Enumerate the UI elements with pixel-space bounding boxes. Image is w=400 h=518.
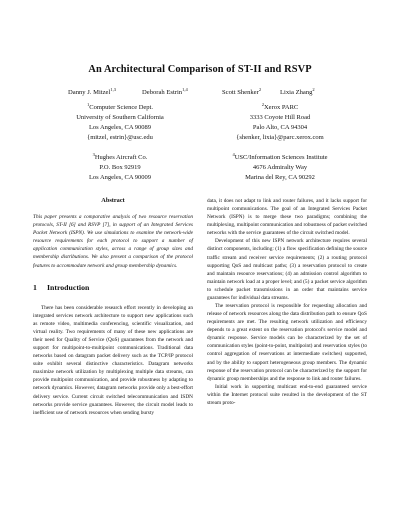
abstract-heading: Abstract — [101, 197, 125, 204]
section-heading: 1 Introduction — [33, 282, 90, 292]
affiliation-usc: $^1$Computer Science Dept. University of Southern California Los Angeles, CA 90089 {mitzel, estrin}@usc.edu — [76, 102, 164, 141]
author-name: Danny J. Mitzel$^{1,3}$ — [68, 87, 116, 97]
affiliation-hughes: $^3$Hughes Aircraft Co. P.O. Box 92919 Los Angeles, CA 90009 — [88, 152, 152, 181]
paper-title: An Architectural Comparison of ST-II and RSVP — [88, 64, 312, 75]
body-paragraph: Development of this new ISPN network architecture requires several distinct components, including: (1) a flow specification defining the source traffic stream and receiver service requirements; (2) a routing protocol supporting QoS and multicast paths; (3) a reservation protocol to create and maintain resource reservations; (4) an admission control algorithm to maintain network load at a proper level; and (5) a packet service algorithm to schedule packet transmissions in an order that maintains service guarantees for individual data streams. — [207, 238, 367, 301]
author-name: Scott Shenker$^2$ — [222, 87, 262, 97]
author-name: Lixia Zhang$^2$ — [280, 87, 315, 97]
affiliation-isi: $^4$USC/Information Sciences Institute 4676 Admiralty Way Marina del Rey, CA 90292 — [232, 152, 328, 181]
left-column — [33, 197, 193, 417]
abstract-text: This paper presents a comparative analysis of two resource reservation protocols, ST-II [6] and RSVP [7], in support of an Integrated Services Packet Network (ISPN). We use simulations to examine the network-wide resource requirements for each protocol to support a number of application communication styles, across a range of group sizes and membership distributions. We also present a comparison of the protocol features to accommodate network and group membership dynamics. — [33, 214, 193, 269]
body-paragraph: The reservation protocol is responsible for requesting allocation and release of network resources along the data distribution path to ensure QoS requirements are met. The resulting network utilization and efficiency depends to a great extent on the reservation protocol's service model and dynamic response. Service models can be characterized by the set of communication styles (point-to-point, multipoint) and reservation styles (to control aggregation of reservations at intermediate switches) supported, and by the ability to support heterogeneous group members. The dynamic response of the reservation protocol can be characterized by the support for dynamic group memberships and the response to link and router failures. — [207, 303, 367, 382]
body-paragraph: data, it does not adapt to link and router failures, and it lacks support for multipoint communications. The goal of an Integrated Services Packet Network (ISPN) is to merge these two paradigms; combining the multiplexing, multipoint communication and robustness of packet switched networks with the service guarantees of the circuit switched model. — [207, 198, 367, 237]
right-column — [207, 197, 367, 407]
intro-paragraph: There has been considerable research effort recently in developing an integrated services network architecture to support new applications such as remote video, multimedia conferencing, scientific visualization, and virtual reality. Two requirements of many of these new applications are their need for Quality of Service (QoS) guarantees from the network and support for multipoint-to-multipoint communications. Traditional data networks based on datagram packet delivery such as the TCP/IP protocol suite exhibit several distinctive characteristics. Datagram networks maximize network utilization by multiplexing multiple data streams, can provide multipoint communication, and provide robustness by adapting to network dynamics. However, datagram networks provide only a best-effort delivery service. Current circuit switched telecommunication and ISDN networks provide service guarantees. However, the circuit model leads to inefficient use of network resources when sending bursty — [33, 304, 193, 416]
affiliation-xerox: $^2$Xerox PARC 3333 Coyote Hill Road Palo Alto, CA 94304 {shenker, lixia}@parc.xerox.com — [236, 102, 324, 141]
author-name: Deborah Estrin$^{1,4}$ — [142, 87, 188, 97]
body-paragraph: Initial work in supporting multicast end-to-end guaranteed service within the Internet protocol suite resulted in the development of the ST stream proto- — [207, 383, 367, 406]
